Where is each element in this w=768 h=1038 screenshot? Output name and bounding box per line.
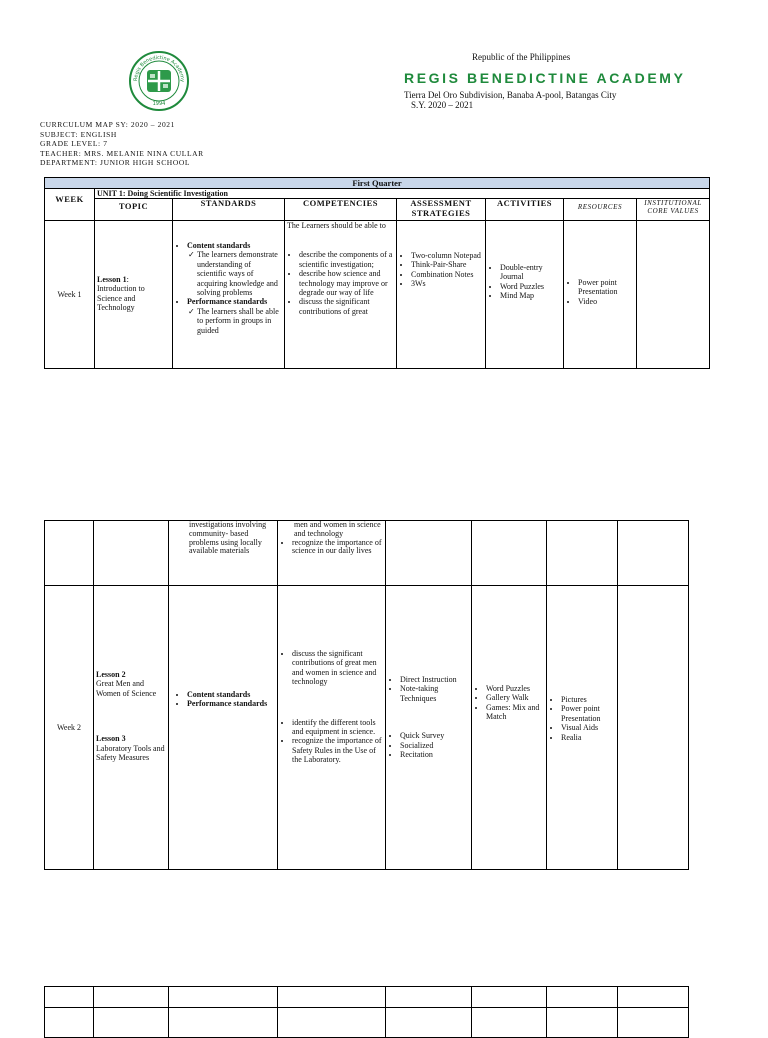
- t3-cell: [169, 1008, 278, 1038]
- list-item: • Recitation: [400, 750, 469, 759]
- quarter-header: First Quarter: [45, 178, 710, 189]
- t3-cell: [278, 1008, 386, 1038]
- t3-cell: [169, 987, 278, 1008]
- lesson-3-label: Lesson 3: [96, 734, 126, 744]
- cont-resources-cell: [547, 521, 618, 586]
- lesson-label: Lesson 1: [97, 274, 127, 284]
- t3-cell: [547, 987, 618, 1008]
- list-item: • discuss the significant contributions of great: [299, 297, 394, 316]
- subject: SUBJECT: ENGLISH: [40, 129, 117, 139]
- t3-cell: [278, 987, 386, 1008]
- assessment-list: [399, 251, 483, 289]
- week-2-activities-list: [474, 684, 544, 722]
- list-item: • Direct Instruction: [400, 675, 469, 684]
- list-item: • Power point Presentation: [578, 278, 634, 297]
- school-name: REGIS BENEDICTINE ACADEMY: [404, 70, 686, 86]
- col-assessment: ASSESSMENT STRATEGIES: [397, 199, 486, 221]
- activities-cell: [486, 221, 564, 369]
- document-meta: [40, 120, 204, 168]
- col-core-values: INSTITUTIONAL CORE VALUES: [637, 199, 710, 221]
- school-seal-logo: [127, 50, 191, 112]
- performance-standards-detail: ✓ The learners shall be able to perform in groups in guided: [197, 307, 282, 335]
- list-item: • Think-Pair-Share: [411, 260, 483, 269]
- week-2-topic-cell: [94, 586, 169, 870]
- content-standards: • Content standards: [187, 241, 282, 250]
- list-item: • Word Puzzles: [500, 282, 561, 291]
- list-item: • recognize the importance of Safety Rules in the Use of the Laboratory.: [292, 736, 383, 764]
- standards-cell: [173, 221, 285, 369]
- list-item: • Quick Survey: [400, 731, 469, 740]
- competencies-cell: [285, 221, 397, 369]
- list-item: • Word Puzzles: [486, 684, 544, 693]
- list-item: • discuss the significant contributions of great men and women in science and technology: [292, 649, 383, 687]
- lesson-3-title: Laboratory Tools and Safety Measures: [96, 743, 165, 763]
- cont-core-values-cell: [618, 521, 689, 586]
- list-item: • Games: Mix and Match: [486, 703, 544, 722]
- activities-list: [488, 263, 561, 301]
- list-item: • Visual Aids: [561, 723, 615, 732]
- department: DEPARTMENT: JUNIOR HIGH SCHOOL: [40, 158, 191, 167]
- list-item: • Realia: [561, 733, 615, 742]
- list-item: • Video: [578, 297, 634, 306]
- curriculum-map-sy: CURRCULUM MAP SY: 2020 – 2021: [40, 120, 175, 129]
- resources-cell: [564, 221, 637, 369]
- list-item: • Gallery Walk: [486, 693, 544, 702]
- performance-standards: • Performance standards: [187, 297, 282, 306]
- list-item: • Power point Presentation: [561, 704, 615, 723]
- t3-cell: [547, 1008, 618, 1038]
- t3-cell: [386, 1008, 472, 1038]
- unit-title: UNIT 1: Doing Scientific Investigation: [95, 189, 710, 199]
- competencies-list: [287, 250, 394, 316]
- competencies-intro: The Learners should be able to: [287, 221, 386, 230]
- curriculum-table-3: [44, 986, 689, 1038]
- cont-standards-cell: investigations involving community- based problems using locally available materials: [169, 521, 278, 586]
- cont-assessment-cell: [386, 521, 472, 586]
- cont-activities-cell: [472, 521, 547, 586]
- cont-competencies-cell: [278, 521, 386, 586]
- col-activities: ACTIVITIES: [486, 199, 564, 221]
- week-cell: Week 1: [45, 221, 95, 369]
- list-item: • 3Ws: [411, 279, 483, 288]
- week-2-assessment-b: [388, 731, 469, 759]
- teacher: TEACHER: MRS. MELANIE NINA CULLAR: [40, 148, 204, 158]
- list-item: • describe the components of a scientific investigation;: [299, 250, 394, 269]
- list-item: • Content standards: [187, 690, 275, 699]
- t3-cell: [94, 1008, 169, 1038]
- t3-cell: [618, 987, 689, 1008]
- week-2-cell: Week 2: [45, 586, 94, 870]
- week-2-assessment-cell: [386, 586, 472, 870]
- list-item: • Pictures: [561, 695, 615, 704]
- week-2-competencies-b: [280, 718, 383, 765]
- week-2-resources-cell: [547, 586, 618, 870]
- school-year: S.Y. 2020 – 2021: [411, 100, 474, 110]
- republic-label: Republic of the Philippines: [472, 52, 571, 62]
- cont-week-cell: [45, 521, 94, 586]
- week-2-activities-cell: [472, 586, 547, 870]
- svg-text:1994: 1994: [152, 101, 166, 107]
- curriculum-table-1: [44, 177, 710, 369]
- t3-cell: [45, 1008, 94, 1038]
- list-item: • Note-taking Techniques: [400, 684, 469, 703]
- col-competencies: COMPETENCIES: [285, 199, 397, 221]
- list-item: • Mind Map: [500, 291, 561, 300]
- week-2-standards-list: [171, 690, 275, 709]
- t3-cell: [618, 1008, 689, 1038]
- lesson-2-label: Lesson 2: [96, 670, 126, 679]
- lesson-title: : Introduction to Science and Technology: [97, 274, 145, 312]
- week-2-assessment-a: [388, 675, 469, 703]
- week-2-standards-cell: [169, 586, 278, 870]
- school-address: Tierra Del Oro Subdivision, Banaba A-pool, Batangas City: [404, 90, 617, 100]
- curriculum-table-2: [44, 520, 689, 870]
- resources-list: [566, 278, 634, 306]
- t3-cell: [472, 1008, 547, 1038]
- list-item: • Two-column Notepad: [411, 251, 483, 260]
- lesson-2-title: Great Men and Women of Science: [96, 679, 157, 698]
- core-values-cell: [637, 221, 710, 369]
- content-standards-detail: ✓ The learners demonstrate understanding of scientific ways of acquiring knowledge and solving problems: [197, 250, 282, 297]
- t3-cell: [94, 987, 169, 1008]
- col-week: WEEK: [45, 189, 95, 221]
- list-item: • Combination Notes: [411, 270, 483, 279]
- week-2-core-values-cell: [618, 586, 689, 870]
- topic-cell: [95, 221, 173, 369]
- week-2-competencies-cell: [278, 586, 386, 870]
- t3-cell: [386, 987, 472, 1008]
- col-topic: TOPIC: [95, 199, 173, 221]
- assessment-cell: [397, 221, 486, 369]
- col-resources: RESOURCES: [564, 199, 637, 221]
- week-2-resources-list: [549, 695, 615, 742]
- list-item: • identify the different tools and equipment in science.: [292, 718, 383, 737]
- cont-competencies-text: men and women in science and technology: [294, 520, 381, 538]
- t3-cell: [472, 987, 547, 1008]
- grade-level: GRADE LEVEL: 7: [40, 139, 108, 148]
- list-item: • recognize the importance of science in our daily lives: [292, 539, 383, 557]
- list-item: • Double-entry Journal: [500, 263, 561, 282]
- list-item: • Socialized: [400, 741, 469, 750]
- list-item: • Performance standards: [187, 699, 275, 708]
- cont-competencies-list: [280, 539, 383, 557]
- cont-topic-cell: [94, 521, 169, 586]
- svg-text:Regis Benedictine Academy: Regis Benedictine Academy: [132, 54, 186, 83]
- col-standards: STANDARDS: [173, 199, 285, 221]
- week-2-competencies-a: [280, 649, 383, 687]
- list-item: • describe how science and technology may improve or degrade our way of life: [299, 269, 394, 297]
- t3-cell: [45, 987, 94, 1008]
